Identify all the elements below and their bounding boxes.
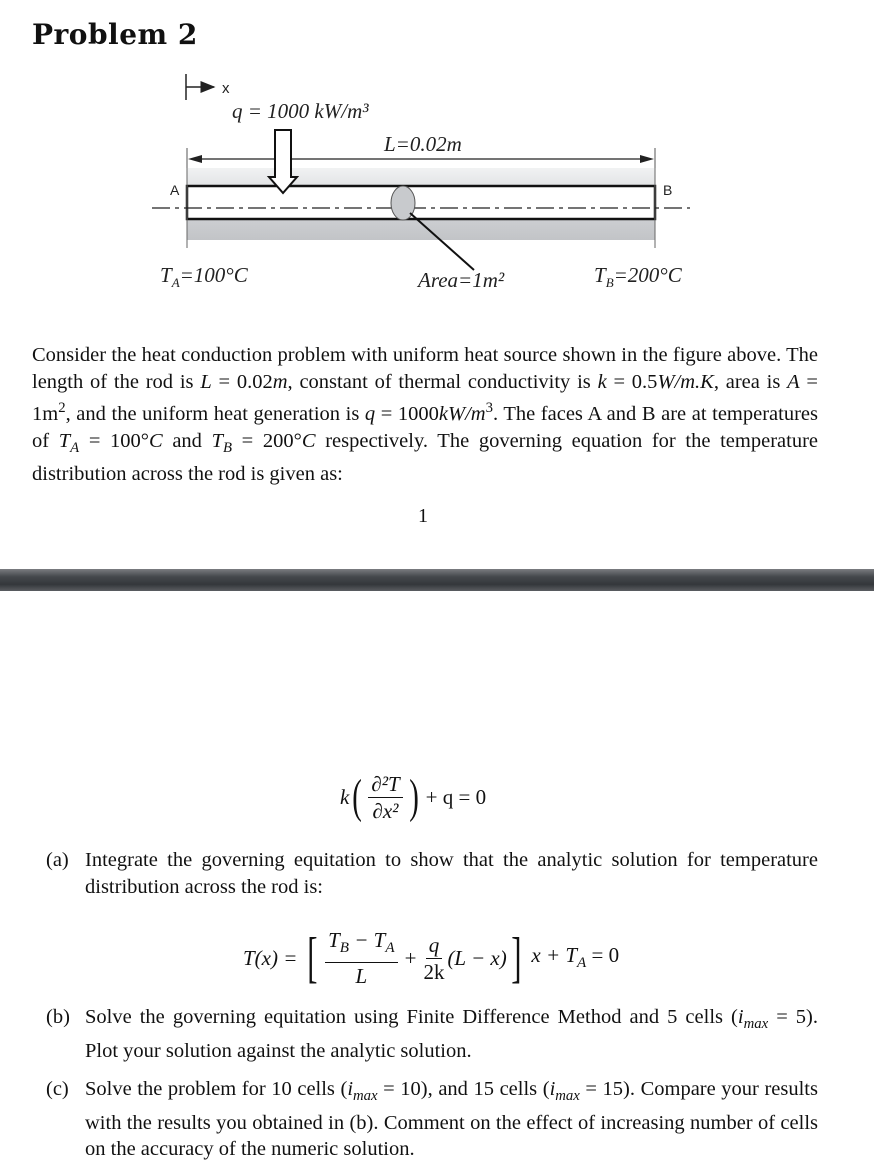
part-c [46,1076,818,1163]
temp-a-label: $T_A=100^\circ C$ [160,263,248,290]
part-a-text: Integrate the governing equitation to show that the analytic solution for temperature distribution across the rod is: [85,849,818,898]
part-b-text: Solve the governing equitation using Finite Difference Method and 5 cells $(i_{max} = 5)$. Plot your solution against the analytic solution. [85,1006,819,1062]
part-a-label: (a) [46,849,69,871]
eq1-rest: + q = 0 [425,784,487,809]
eq2-paren: (L − x) [447,945,507,970]
eq1-denominator: ∂x² [372,798,399,823]
governing-equation [340,766,486,828]
eq2-fraction-2: $\frac{q}{2k}$ [423,932,445,984]
length-label: L=0.02m [384,132,462,156]
face-b-label: B [663,182,673,198]
eq2-right-bracket: ] [510,927,522,989]
heat-generation-label: q = 1000 kW/m³ [232,99,369,123]
part-c-label: (c) [46,1078,69,1100]
page-divider [0,569,874,591]
eq1-k: k [340,784,350,809]
temp-b-label: $T_B=200^\circ C$ [594,263,682,290]
rod-figure [0,60,874,300]
eq2-left-bracket: [ [307,927,318,989]
analytic-solution-equation [243,926,619,990]
area-label: Area=1m² [418,268,505,292]
part-c-text: Solve the problem for 10 cells $(i_{max} = 10)$, and 15 cells $(i_{max} = 15)$. Compare your results with the results you obtained in (b). Comment on the effect of increasing number of cells on the accuracy of the numeric solution. [85,1078,818,1161]
page-number: 1 [418,505,428,527]
eq1-left-paren: ( [352,770,363,823]
eq2-lhs: T(x) = [243,945,298,970]
part-a [46,847,818,900]
x-axis-indicator [186,74,214,100]
eq1-fraction [368,773,402,822]
part-b-label: (b) [46,1006,70,1028]
problem-title: Problem 2 [32,18,198,51]
eq2-fraction-1: $\frac{T_B - T_A}{L}$ [325,929,398,986]
problem-description: Consider the heat conduction problem with uniform heat source shown in the figure above. The length of the rod is L = 0.02m, constant of thermal conductivity is k = 0.5W/m.K, area is $A = 1m^2$, and the uniform heat generation is $q = 1000kW/m^3$. The faces A and B are at temperatures of $T_A = 100^\circ C$ and $T_B = 200^\circ C$ respectively. The governing equation for the temperature distribution across the rod is given as: [32,344,818,486]
eq1-right-paren: ) [408,770,419,823]
eq2-rhs: $x + T_A = 0$ [531,943,620,972]
x-axis-label: x [222,80,230,97]
eq2-plus: + [404,945,417,970]
face-a-label: A [170,182,180,198]
part-b [46,1004,818,1064]
rod [152,168,690,248]
eq1-numerator: ∂²T [368,773,402,798]
